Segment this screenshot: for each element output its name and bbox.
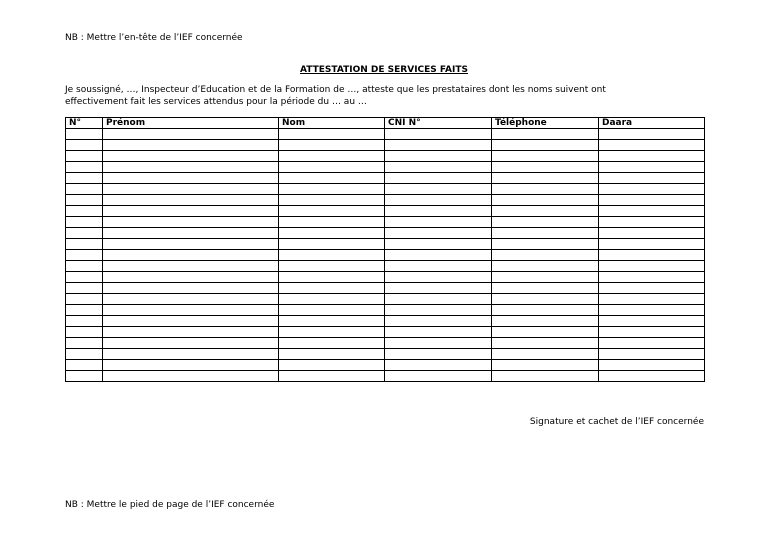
table-cell [599,228,705,239]
table-cell [66,151,103,162]
table-row [66,316,705,327]
table-cell [492,250,599,261]
table-cell [279,239,385,250]
column-header-prenom: Prénom [103,118,279,129]
table-row [66,250,705,261]
table-cell [103,206,279,217]
table-cell [385,140,492,151]
table-row [66,261,705,272]
table-cell [599,184,705,195]
column-header-number: N° [66,118,103,129]
table-cell [385,184,492,195]
table-cell [385,217,492,228]
table-cell [66,327,103,338]
table-cell [385,338,492,349]
table-cell [66,294,103,305]
table-cell [385,250,492,261]
table-cell [103,327,279,338]
header-note: NB : Mettre l’en-tête de l’IEF concernée [65,33,243,43]
table-row [66,360,705,371]
table-cell [279,195,385,206]
table-cell [492,371,599,382]
table-cell [385,272,492,283]
table-cell [103,261,279,272]
table-row [66,184,705,195]
table-cell [385,206,492,217]
table-cell [103,338,279,349]
table-cell [66,250,103,261]
table-row [66,206,705,217]
table-cell [492,228,599,239]
table-cell [385,294,492,305]
table-cell [66,162,103,173]
table-cell [66,283,103,294]
table-row [66,195,705,206]
table-cell [385,239,492,250]
table-cell [599,371,705,382]
table-cell [492,195,599,206]
table-cell [66,129,103,140]
table-cell [66,228,103,239]
table-cell [599,206,705,217]
table-cell [103,371,279,382]
table-cell [279,228,385,239]
table-cell [492,338,599,349]
table-cell [279,151,385,162]
table-cell [599,272,705,283]
table-cell [66,184,103,195]
footer-note: NB : Mettre le pied de page de l’IEF concernée [65,500,275,510]
table-cell [599,140,705,151]
table-cell [103,151,279,162]
table-cell [279,206,385,217]
table-row [66,217,705,228]
table-cell [279,261,385,272]
table-cell [103,250,279,261]
table-cell [492,173,599,184]
table-cell [66,316,103,327]
table-cell [599,151,705,162]
table-cell [492,360,599,371]
table-cell [599,294,705,305]
table-row [66,129,705,140]
table-cell [385,228,492,239]
table-cell [599,239,705,250]
column-header-telephone: Téléphone [492,118,599,129]
table-cell [492,162,599,173]
table-cell [279,316,385,327]
table-cell [599,173,705,184]
table-cell [385,305,492,316]
table-row [66,239,705,250]
table-cell [66,305,103,316]
intro-paragraph [65,84,705,108]
table-cell [66,261,103,272]
table-cell [279,360,385,371]
table-cell [599,283,705,294]
table-cell [103,272,279,283]
table-cell [385,360,492,371]
table-cell [492,327,599,338]
table-cell [599,261,705,272]
table-cell [103,294,279,305]
table-cell [492,184,599,195]
table-cell [103,184,279,195]
table-cell [279,217,385,228]
table-cell [492,239,599,250]
table-cell [492,261,599,272]
table-cell [385,162,492,173]
table-cell [385,195,492,206]
table-cell [599,349,705,360]
table-cell [66,217,103,228]
table-cell [66,272,103,283]
column-header-cni: CNI N° [385,118,492,129]
table-cell [103,162,279,173]
intro-line-1: Je soussigné, …, Inspecteur d’Education et de la Formation de …, atteste que les prestataires dont les noms suivent ont [65,85,606,95]
table-cell [279,184,385,195]
table-row [66,305,705,316]
table-cell [599,338,705,349]
table-cell [279,327,385,338]
table-cell [279,162,385,173]
table-cell [279,338,385,349]
column-header-nom: Nom [279,118,385,129]
table-cell [599,129,705,140]
table-cell [385,283,492,294]
table-cell [66,349,103,360]
table-cell [103,228,279,239]
table-cell [66,173,103,184]
table-row [66,228,705,239]
table-cell [66,239,103,250]
table-cell [103,283,279,294]
table-cell [279,272,385,283]
table-cell [279,173,385,184]
table-cell [279,129,385,140]
table-cell [492,283,599,294]
table-cell [492,305,599,316]
column-header-daara: Daara [599,118,705,129]
table-cell [279,349,385,360]
table-cell [492,151,599,162]
table-cell [103,360,279,371]
document-title: ATTESTATION DE SERVICES FAITS [300,65,468,75]
table-cell [385,261,492,272]
table-row [66,327,705,338]
table-cell [385,316,492,327]
table-cell [492,129,599,140]
table-cell [103,173,279,184]
table-row [66,140,705,151]
table-cell [103,305,279,316]
table-cell [599,250,705,261]
table-cell [279,283,385,294]
table-cell [279,294,385,305]
table-cell [385,151,492,162]
table-cell [492,206,599,217]
table-cell [279,140,385,151]
table-cell [385,129,492,140]
table-row [66,162,705,173]
table-row [66,173,705,184]
table-cell [599,360,705,371]
table-cell [385,371,492,382]
table-cell [492,140,599,151]
table-cell [66,140,103,151]
table-cell [103,195,279,206]
table-cell [103,140,279,151]
table-row [66,283,705,294]
table-row [66,371,705,382]
table-row [66,338,705,349]
table-cell [492,316,599,327]
table-cell [599,217,705,228]
table-cell [599,195,705,206]
table-cell [66,195,103,206]
table-cell [103,316,279,327]
table-cell [492,349,599,360]
table-cell [599,162,705,173]
table-cell [599,316,705,327]
table-cell [103,349,279,360]
table-header-row [66,118,705,129]
table-cell [279,371,385,382]
table-row [66,294,705,305]
attendance-table [65,117,705,382]
table-row [66,272,705,283]
table-cell [66,371,103,382]
table-cell [279,250,385,261]
table-row [66,349,705,360]
table-cell [103,239,279,250]
intro-line-2: effectivement fait les services attendus pour la période du … au … [65,97,367,107]
table-cell [66,338,103,349]
table-cell [385,173,492,184]
table-cell [492,294,599,305]
table-row [66,151,705,162]
table-cell [599,327,705,338]
table-cell [492,272,599,283]
table-cell [492,217,599,228]
table-cell [66,360,103,371]
table-cell [103,129,279,140]
table-cell [103,217,279,228]
table-cell [385,327,492,338]
table-cell [385,349,492,360]
table-cell [279,305,385,316]
signature-note: Signature et cachet de l’IEF concernée [529,417,704,427]
table-cell [66,206,103,217]
table-cell [599,305,705,316]
